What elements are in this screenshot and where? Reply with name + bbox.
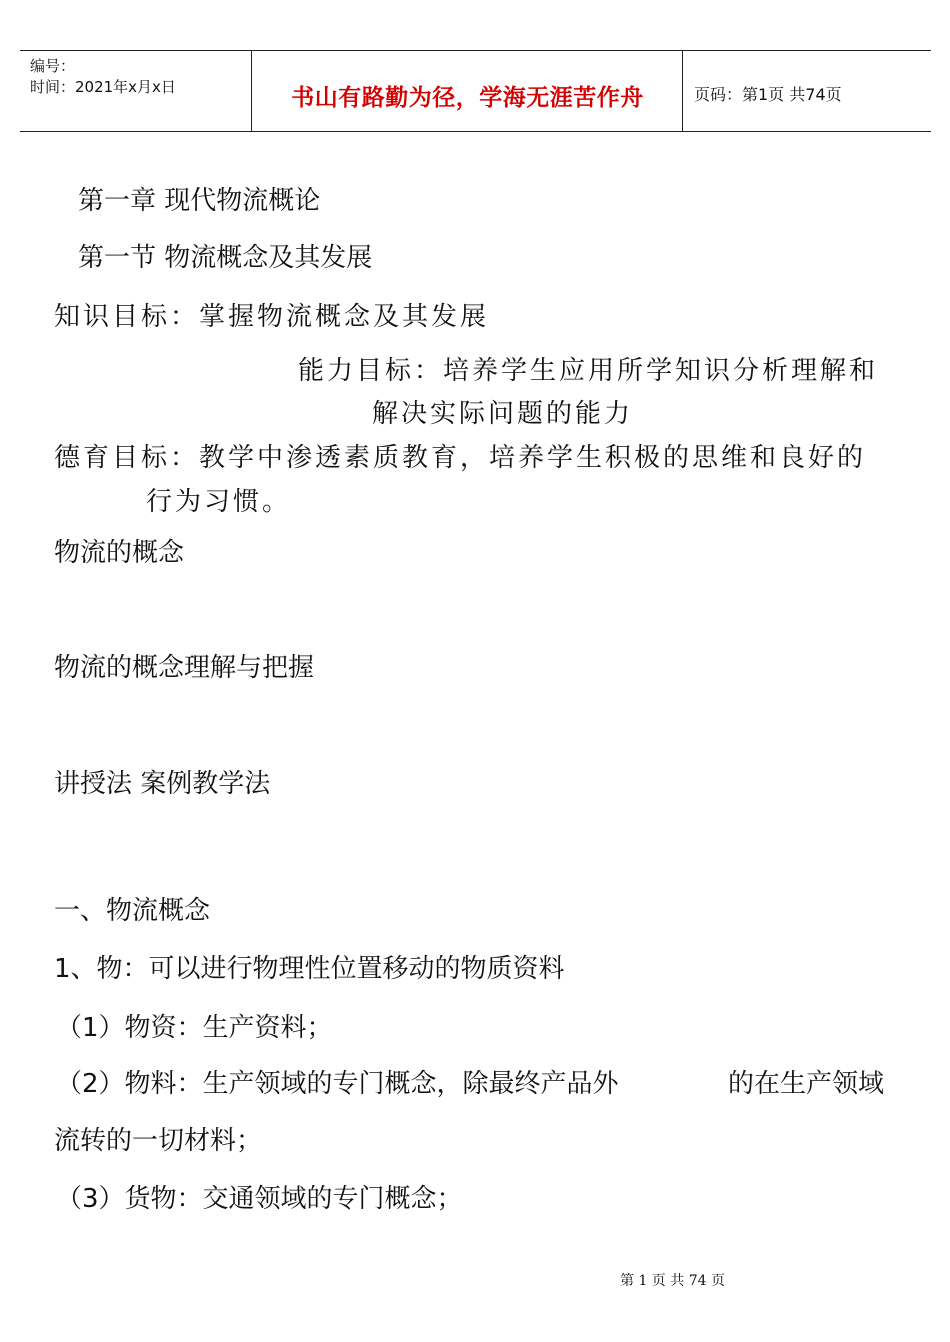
chapter-title: 第一章 现代物流概论 — [78, 186, 321, 216]
difficult-point: 物流的概念理解与把握 — [54, 653, 315, 683]
teaching-method: 讲授法 案例教学法 — [54, 769, 271, 799]
sub-item-3: （3）货物：交通领域的专门概念； — [56, 1184, 463, 1214]
document-header — [20, 50, 931, 132]
sub-item-2-part-a: （2）物料：生产领域的专门概念，除最终产品外 — [56, 1069, 619, 1099]
ability-goal-line-2: 解决实际问题的能力 — [372, 399, 634, 429]
header-motto: 书山有路勤为径，学海无涯苦作舟 — [291, 85, 644, 111]
header-divider — [682, 51, 683, 131]
ability-goal-line-1: 能力目标：培养学生应用所学知识分析理解和 — [298, 356, 879, 386]
item-one: 1、物：可以进行物理性位置移动的物质资料 — [54, 954, 565, 984]
sub-item-2-part-b: 的在生产领域 — [728, 1069, 885, 1099]
key-point: 物流的概念 — [54, 538, 185, 568]
knowledge-goal: 知识目标：掌握物流概念及其发展 — [54, 302, 490, 332]
header-page-label: 页码：第1页 共74页 — [694, 85, 842, 104]
moral-goal-line-1: 德育目标：教学中渗透素质教育，培养学生积极的思维和良好的 — [54, 443, 867, 473]
section-title: 第一节 物流概念及其发展 — [78, 243, 373, 273]
heading-one: 一、物流概念 — [54, 896, 211, 926]
sub-item-2-part-c: 流转的一切材料； — [54, 1126, 263, 1156]
header-divider — [251, 51, 252, 131]
moral-goal-line-2: 行为习惯。 — [146, 487, 292, 517]
header-meta — [30, 56, 176, 98]
page-footer: 第 1 页 共 74 页 — [620, 1273, 725, 1289]
time-label: 时间：2021年x月x日 — [30, 78, 176, 96]
number-label: 编号： — [30, 57, 76, 75]
sub-item-1: （1）物资：生产资料； — [56, 1013, 333, 1043]
